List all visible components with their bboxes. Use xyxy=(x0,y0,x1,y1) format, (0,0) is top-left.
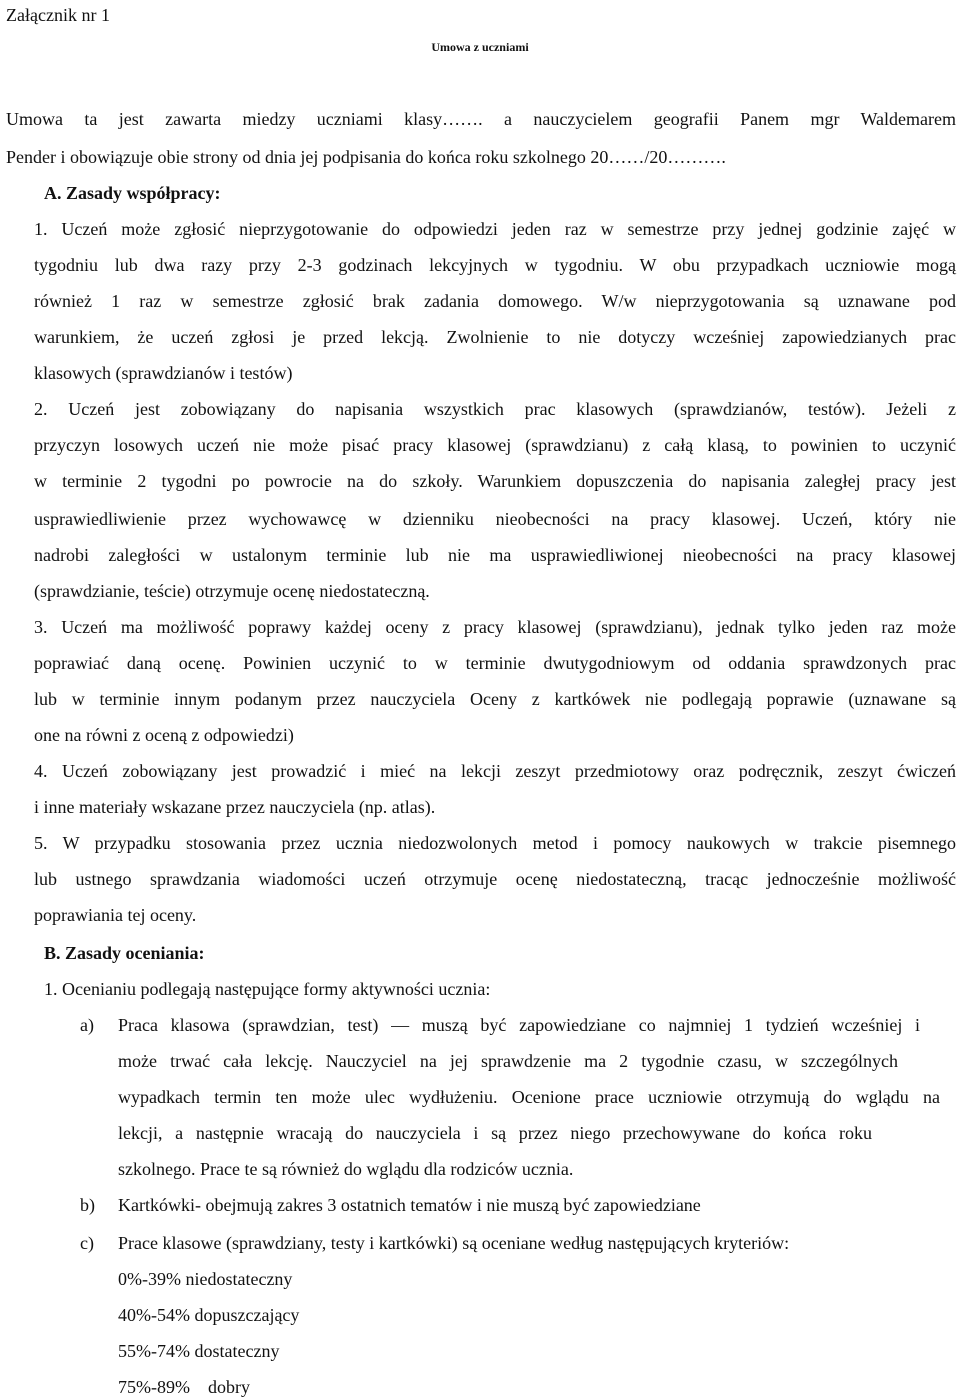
attachment-label: Załącznik nr 1 xyxy=(6,5,110,25)
b-item-b-label: b) xyxy=(80,1195,95,1215)
b-item-1: 1. Ocenianiu podlegają następujące formy aktywności ucznia: xyxy=(44,979,491,999)
a-p2-line: usprawiedliwienie przez wychowawcę w dzienniku nieobecności na pracy klasowej. Uczeń, który nie xyxy=(34,509,956,529)
a-p5-line: 5. W przypadku stosowania przez ucznia niedozwolonych metod i pomocy naukowych w trakcie pisemnego xyxy=(34,833,956,853)
b-item-a-line: lekcji, a następnie wracają do nauczyciela i są przez niego przechowywane do końca roku xyxy=(118,1123,872,1143)
a-p4-line: 4. Uczeń zobowiązany jest prowadzić i mieć na lekcji zeszyt przedmiotowy oraz podręcznik, zeszyt ćwiczeń xyxy=(34,761,956,781)
a-p5-line: poprawiania tej oceny. xyxy=(34,905,197,925)
a-p2-line: przyczyn losowych uczeń nie może pisać pracy klasowej (sprawdzianu) z całą klasą, to powinien to uczynić xyxy=(34,435,956,455)
intro-line-1: Umowa ta jest zawarta miedzy uczniami klasy……. a nauczycielem geografii Panem mgr Waldemarem xyxy=(6,109,956,129)
a-p2-line: w terminie 2 tygodni po powrocie na do szkoły. Warunkiem dopuszczenia do napisania zaległej pracy jest xyxy=(34,471,956,491)
a-p1-line: tygodniu lub dwa razy przy 2-3 godzinach lekcyjnych w tygodniu. W obu przypadkach uczniowie mogą xyxy=(34,255,956,275)
a-p2-line: 2. Uczeń jest zobowiązany do napisania wszystkich prac klasowych (sprawdzianów, testów). Jeżeli z xyxy=(34,399,956,419)
b-item-c-line: Prace klasowe (sprawdziany, testy i kartkówki) są oceniane według następujących kryteriów: xyxy=(118,1233,790,1253)
a-p2-line: (sprawdzianie, teście) otrzymuje ocenę niedostateczną. xyxy=(34,581,430,601)
b-item-a-line: Praca klasowa (sprawdzian, test) — muszą być zapowiedziane co najmniej 1 tydzień wcześniej i xyxy=(118,1015,920,1035)
a-p4-line: i inne materiały wskazane przez nauczyciela (np. atlas). xyxy=(34,797,436,817)
b-item-a-line: może trwać cała lekcję. Nauczyciel na jej sprawdzenie ma 2 tygodnie czasu, w szczególnych xyxy=(118,1051,898,1071)
document-title: Umowa z uczniami xyxy=(431,40,529,54)
a-p2-line: nadrobi zaległości w ustalonym terminie lub nie ma usprawiedliwionej nieobecności na pracy klasowej xyxy=(34,545,956,565)
intro-line-2: Pender i obowiązuje obie strony od dnia jej podpisania do końca roku szkolnego 20……/20………. xyxy=(6,147,726,167)
grade-row: 75%-89% dobry xyxy=(118,1377,250,1397)
b-item-a-line: szkolnego. Prace te są również do wglądu dla rodziców ucznia. xyxy=(118,1159,574,1179)
a-p1-line: klasowych (sprawdzianów i testów) xyxy=(34,363,293,383)
section-b-heading: B. Zasady oceniania: xyxy=(44,943,205,963)
section-a-heading: A. Zasady współpracy: xyxy=(44,183,221,203)
a-p3-line: lub w terminie innym podanym przez nauczyciela Oceny z kartkówek nie podlegają poprawie (uznawane są xyxy=(34,689,956,709)
b-item-b-line: Kartkówki- obejmują zakres 3 ostatnich tematów i nie muszą być zapowiedziane xyxy=(118,1195,701,1215)
b-item-a-label: a) xyxy=(80,1015,94,1035)
a-p3-line: poprawiać daną ocenę. Powinien uczynić to w terminie dwutygodniowym od oddania sprawdzonych prac xyxy=(34,653,956,673)
b-item-a-line: wypadkach termin ten może ulec wydłużeniu. Ocenione prace uczniowie otrzymują do wglądu na xyxy=(118,1087,940,1107)
a-p1-line: również 1 raz w semestrze zgłosić brak zadania domowego. W/w nieprzygotowania są uznawane pod xyxy=(34,291,956,311)
b-item-c-label: c) xyxy=(80,1233,94,1253)
grade-row: 55%-74% dostateczny xyxy=(118,1341,280,1361)
a-p1-line: 1. Uczeń może zgłosić nieprzygotowanie do odpowiedzi jeden raz w semestrze przy jednej godzinie zajęć w xyxy=(34,219,956,239)
a-p3-line: one na równi z oceną z odpowiedzi) xyxy=(34,725,294,745)
grade-row: 0%-39% niedostateczny xyxy=(118,1269,293,1289)
a-p3-line: 3. Uczeń ma możliwość poprawy każdej oceny z pracy klasowej (sprawdzianu), jednak tylko jeden raz może xyxy=(34,617,956,637)
grade-row: 40%-54% dopuszczający xyxy=(118,1305,300,1325)
a-p1-line: warunkiem, że uczeń zgłosi je przed lekcją. Zwolnienie to nie dotyczy wcześniej zapowiedzianych prac xyxy=(34,327,956,347)
a-p5-line: lub ustnego sprawdzania wiadomości uczeń otrzymuje ocenę niedostateczną, tracąc jednocześnie możliwość xyxy=(34,869,956,889)
